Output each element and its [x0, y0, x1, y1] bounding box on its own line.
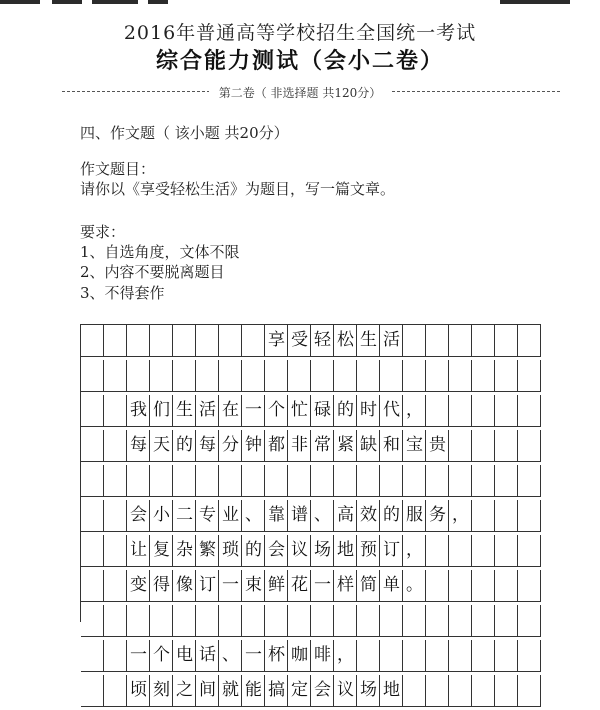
essay-row: [81, 570, 541, 602]
essay-line: [81, 465, 541, 496]
requirement-item: 2、内容不要脱离题目: [80, 263, 225, 281]
exam-subtitle: 综合能力测试（会小二卷）: [155, 49, 444, 74]
essay-line: 让 复 杂 繁 琐 的 会 议 场 地 预 订 ，: [130, 540, 423, 560]
essay-row: [81, 535, 541, 567]
requirement-item: 1、自选角度，文体不限: [80, 243, 240, 261]
essay-row: [81, 640, 541, 672]
prompt-label: 作文题目：: [80, 160, 156, 178]
essay-row: [81, 465, 541, 497]
requirements-label: 要求：: [80, 223, 126, 241]
essay-row: [81, 360, 541, 392]
section-heading: 四、作文题（ 该小题 共20分）: [80, 124, 289, 142]
essay-line: 我 们 生 活 在 一 个 忙 碌 的 时 代 ，: [130, 400, 423, 420]
essay-row: [81, 500, 541, 532]
essay-line: 顷 刻 之 间 就 能 搞 定 会 议 场 地: [130, 680, 400, 700]
essay-row: [81, 395, 541, 427]
essay-row: [81, 605, 541, 637]
essay-line: 享 受 轻 松 生 活: [268, 330, 400, 350]
prompt-text: 请你以《享受轻松生活》为题目，写一篇文章。: [80, 180, 396, 198]
essay-grid: [80, 324, 541, 700]
part-label-text: 第二卷（ 非选择题 共120分）: [209, 86, 392, 100]
essay-line: 会 小 二 专 业 、 靠 谱 、 高 效 的 服 务 ，: [130, 505, 469, 525]
exam-title: 2016年普通高等学校招生全国统一考试: [123, 22, 477, 44]
essay-row: [81, 675, 541, 707]
essay-row: [81, 325, 541, 357]
essay-line: 变 得 像 订 一 束 鲜 花 一 样 简 单 。: [130, 575, 423, 595]
requirement-item: 3、不得套作: [80, 284, 165, 302]
essay-row: [81, 430, 541, 462]
essay-line: [81, 360, 541, 391]
cropped-header-strip: [0, 0, 600, 5]
essay-line: 一 个 电 话 、 一 杯 咖 啡 ，: [130, 645, 354, 665]
essay-line: [81, 605, 541, 636]
part-label: [0, 82, 600, 101]
essay-line: 每 天 的 每 分 钟 都 非 常 紧 缺 和 宝 贵: [130, 435, 446, 455]
